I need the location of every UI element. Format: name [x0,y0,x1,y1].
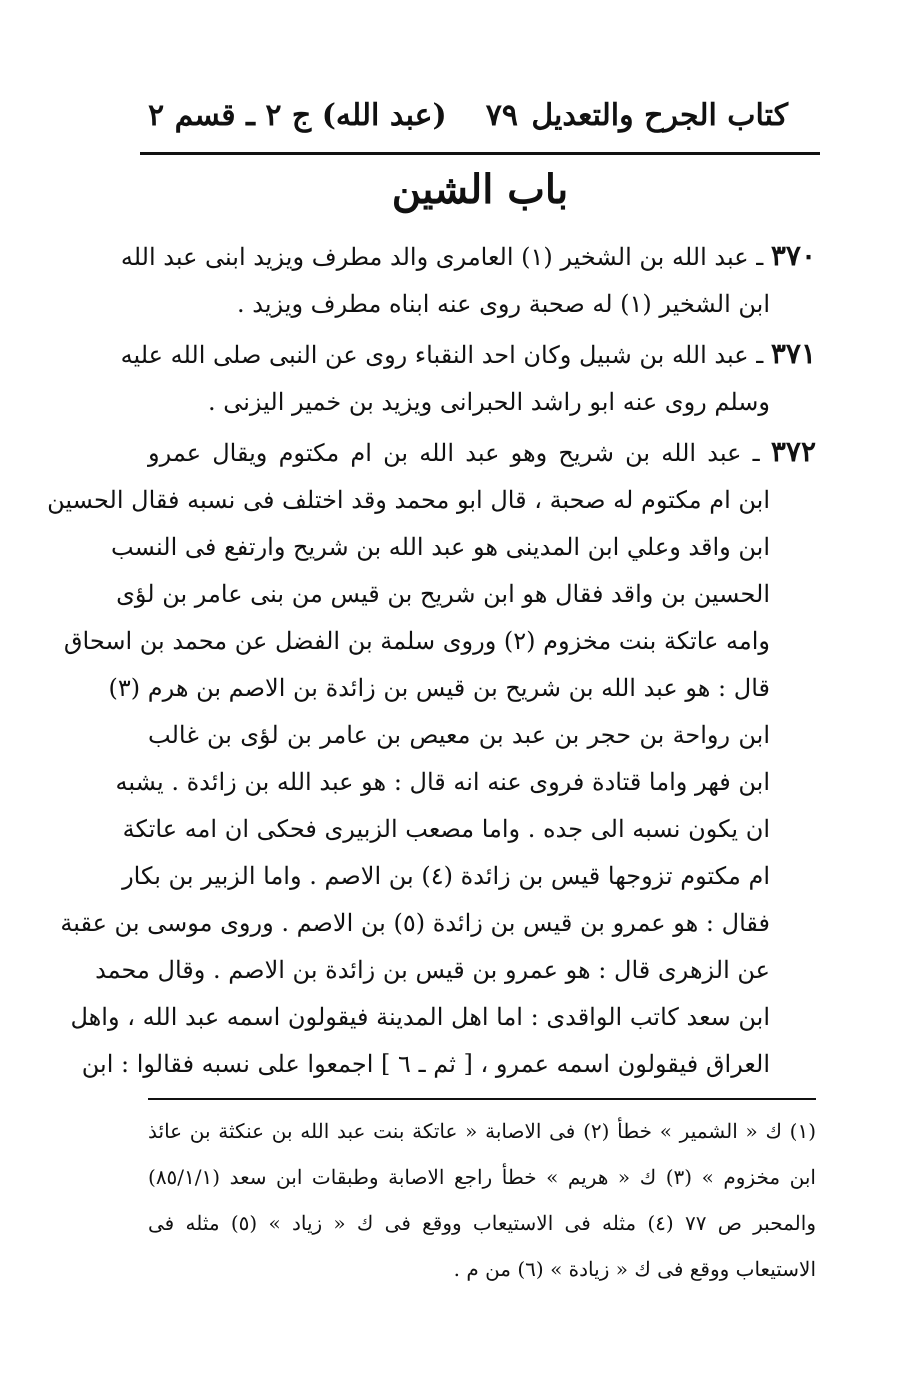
entry-line: وسلم روى عنه ابو راشد الحبرانى ويزيد بن خمير اليزنى . [207,388,770,416]
page-number: ٧٩ [485,98,518,133]
entry-line: ابن واقد وعلي ابن المدينى هو عبد الله بن شريح وارتفع فى النسب [111,533,770,561]
footnote-line: والمحبر ص ٧٧ (٤) مثله فى الاستيعاب ووقع فى ك « زياد » (٥) مثله فى [148,1211,816,1235]
footnote-line: الاستيعاب ووقع فى ك « زيادة » (٦) من م . [453,1257,816,1281]
entries-body [47,232,816,1090]
entry-line [120,232,816,281]
entry-line: الحسين بن واقد فقال هو ابن شريح بن قيس من بنى عامر بن لؤى [116,580,770,608]
entry-number: ٣٧١ [770,337,816,370]
entry-text: ـ عبد الله بن شبيل وكان احد النقباء روى عن النبى صلى الله عليه [120,341,764,369]
footnote-line: (١) ك « الشمير » خطأ (٢) فى الاصابة « عاتكة بنت عبد الله بن عنكثة بن عائذ [148,1119,816,1143]
entry-line [120,330,816,379]
entry [120,330,816,426]
entry [120,232,816,328]
entry-line: ان يكون نسبه الى جده . واما مصعب الزبيرى فحكى ان امه عاتكة [122,815,770,843]
header-divider [140,152,820,155]
entry-text: ـ عبد الله بن شريح وهو عبد الله بن ام مكتوم ويقال عمرو [148,439,760,467]
entry-line: ابن سعد كاتب الواقدى : اما اهل المدينة فيقولون اسمه عبد الله ، واهل [70,1003,770,1031]
entry-line: وامه عاتكة بنت مخزوم (٢) وروى سلمة بن الفضل عن محمد بن اسحاق [63,627,770,655]
entry-line [148,428,816,477]
entry-line: العراق فيقولون اسمه عمرو ، [ ثم ـ ٦ ] اجمعوا على نسبه فقالوا : ابن [81,1050,770,1078]
chapter-title: باب الشين [391,166,569,213]
footnote-line: ابن مخزوم » (٣) ك « هريم » خطأ راجع الاصابة وطبقات ابن سعد (٨٥/١/١) [148,1165,816,1189]
entry-number: ٣٧٢ [770,435,816,468]
entry-line: ام مكتوم تزوجها قيس بن زائدة (٤) بن الاصم . واما الزبير بن بكار [122,862,770,890]
book-title: كتاب الجرح والتعديل [531,98,788,133]
entry-line: ابن الشخير (١) له صحبة روى عنه ابناه مطرف ويزيد . [236,290,770,318]
entry-line: عن الزهرى قال : هو عمرو بن قيس بن زائدة بن الاصم . وقال محمد [95,956,770,984]
section-label: (عبد الله) ج ٢ ـ قسم ٢ [148,98,447,133]
entry [47,428,816,1088]
running-header [148,92,788,148]
entry-line: ابن رواحة بن حجر بن عبد بن معيص بن عامر بن لؤى بن غالب [148,721,770,749]
entry-line: ابن ام مكتوم له صحبة ، قال ابو محمد وقد اختلف فى نسبه فقال الحسين [47,486,770,514]
footnotes [148,1108,816,1292]
entry-line: ابن فهر واما قتادة فروى عنه انه قال : هو عبد الله بن زائدة . يشبه [115,768,770,796]
entry-line: فقال : هو عمرو بن قيس بن زائدة (٥) بن الاصم . وروى موسى بن عقبة [60,909,770,937]
footnote-divider [148,1098,816,1100]
entry-line: قال : هو عبد الله بن شريح بن قيس بن زائدة بن الاصم بن هرم (٣) [108,674,770,702]
entry-number: ٣٧٠ [770,239,816,272]
entry-text: ـ عبد الله بن الشخير (١) العامرى والد مطرف ويزيد ابنى عبد الله [120,243,764,271]
